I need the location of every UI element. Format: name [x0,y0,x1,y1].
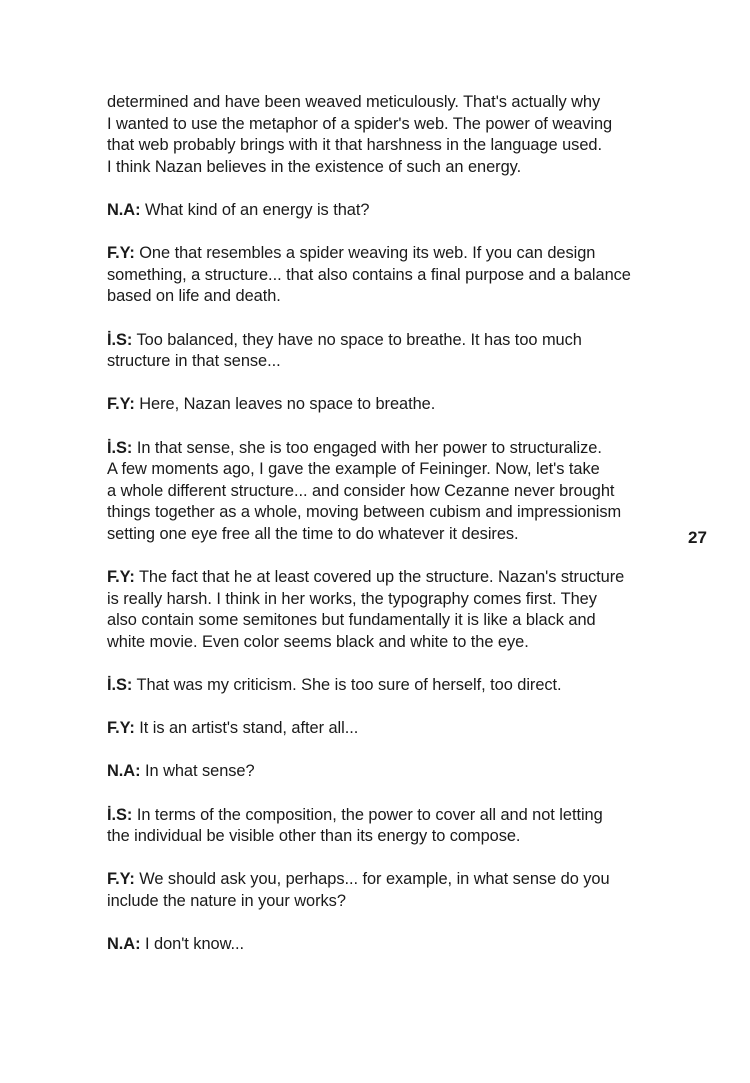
text-line [107,718,677,740]
dialogue-paragraph [107,934,677,956]
text-line: that web probably brings with it that harshness in the language used. [107,136,602,155]
text-line [107,438,677,460]
document-body [107,92,677,977]
text-line: setting one eye free all the time to do whatever it desires. [107,524,519,543]
speaker-label: İ.S: [107,330,133,349]
text-line [107,675,677,697]
text-line [107,805,677,827]
text-line: I wanted to use the metaphor of a spider's web. The power of weaving [107,114,613,133]
dialogue-paragraph [107,675,677,697]
line-text: It is an artist's stand, after all... [134,719,359,738]
text-line [107,869,677,891]
text-line: structure in that sense... [107,352,281,371]
page-number: 27 [688,528,707,547]
text-line [107,394,677,416]
text-line [107,934,677,956]
text-line: white movie. Even color seems black and white to the eye. [107,632,529,651]
line-text: In terms of the composition, the power to cover all and not letting [132,805,603,824]
line-text: In that sense, she is too engaged with her power to structuralize. [132,438,602,457]
speaker-label: F.Y: [107,568,135,587]
dialogue-paragraph [107,394,677,416]
text-line [107,330,677,352]
speaker-label: İ.S: [107,438,133,457]
speaker-label: F.Y: [107,719,135,738]
text-line: a whole different structure... and consider how Cezanne never brought [107,481,615,500]
text-line: is really harsh. I think in her works, the typography comes first. They [107,589,597,608]
text-line: the individual be visible other than its energy to compose. [107,827,521,846]
speaker-label: F.Y: [107,395,135,414]
line-text: That was my criticism. She is too sure of herself, too direct. [132,676,562,695]
text-line: things together as a whole, moving between cubism and impressionism [107,503,622,522]
text-line [107,567,677,589]
line-text: What kind of an energy is that? [140,200,370,219]
dialogue-paragraph [107,567,677,653]
dialogue-paragraph [107,869,677,912]
text-line: also contain some semitones but fundamentally it is like a black and [107,611,596,630]
line-text: Too balanced, they have no space to breathe. It has too much [132,330,582,349]
paragraph-continuation [107,92,677,178]
line-text: Here, Nazan leaves no space to breathe. [134,395,436,414]
text-line [107,761,677,783]
text-line: A few moments ago, I gave the example of Feininger. Now, let's take [107,460,600,479]
dialogue-paragraph [107,805,677,848]
speaker-label: N.A: [107,200,141,219]
speaker-label: N.A: [107,762,141,781]
speaker-label: F.Y: [107,244,135,263]
speaker-label: İ.S: [107,676,133,695]
line-text: We should ask you, perhaps... for example, in what sense do you [134,870,610,889]
line-text: The fact that he at least covered up the structure. Nazan's structure [134,568,625,587]
text-line [107,200,677,222]
text-line: I think Nazan believes in the existence of such an energy. [107,157,522,176]
text-line: based on life and death. [107,287,281,306]
dialogue-paragraph [107,761,677,783]
text-line: include the nature in your works? [107,891,346,910]
line-text: I don't know... [140,935,244,954]
line-text: In what sense? [140,762,255,781]
line-text: One that resembles a spider weaving its web. If you can design [134,244,596,263]
dialogue-paragraph [107,438,677,546]
dialogue-paragraph [107,330,677,373]
dialogue-paragraph [107,243,677,308]
dialogue-paragraph [107,718,677,740]
text-line [107,243,677,265]
text-line: determined and have been weaved meticulously. That's actually why [107,93,601,111]
dialogue-paragraph [107,200,677,222]
speaker-label: F.Y: [107,870,135,889]
text-line: something, a structure... that also contains a final purpose and a balance [107,265,631,284]
speaker-label: N.A: [107,935,141,954]
speaker-label: İ.S: [107,805,133,824]
